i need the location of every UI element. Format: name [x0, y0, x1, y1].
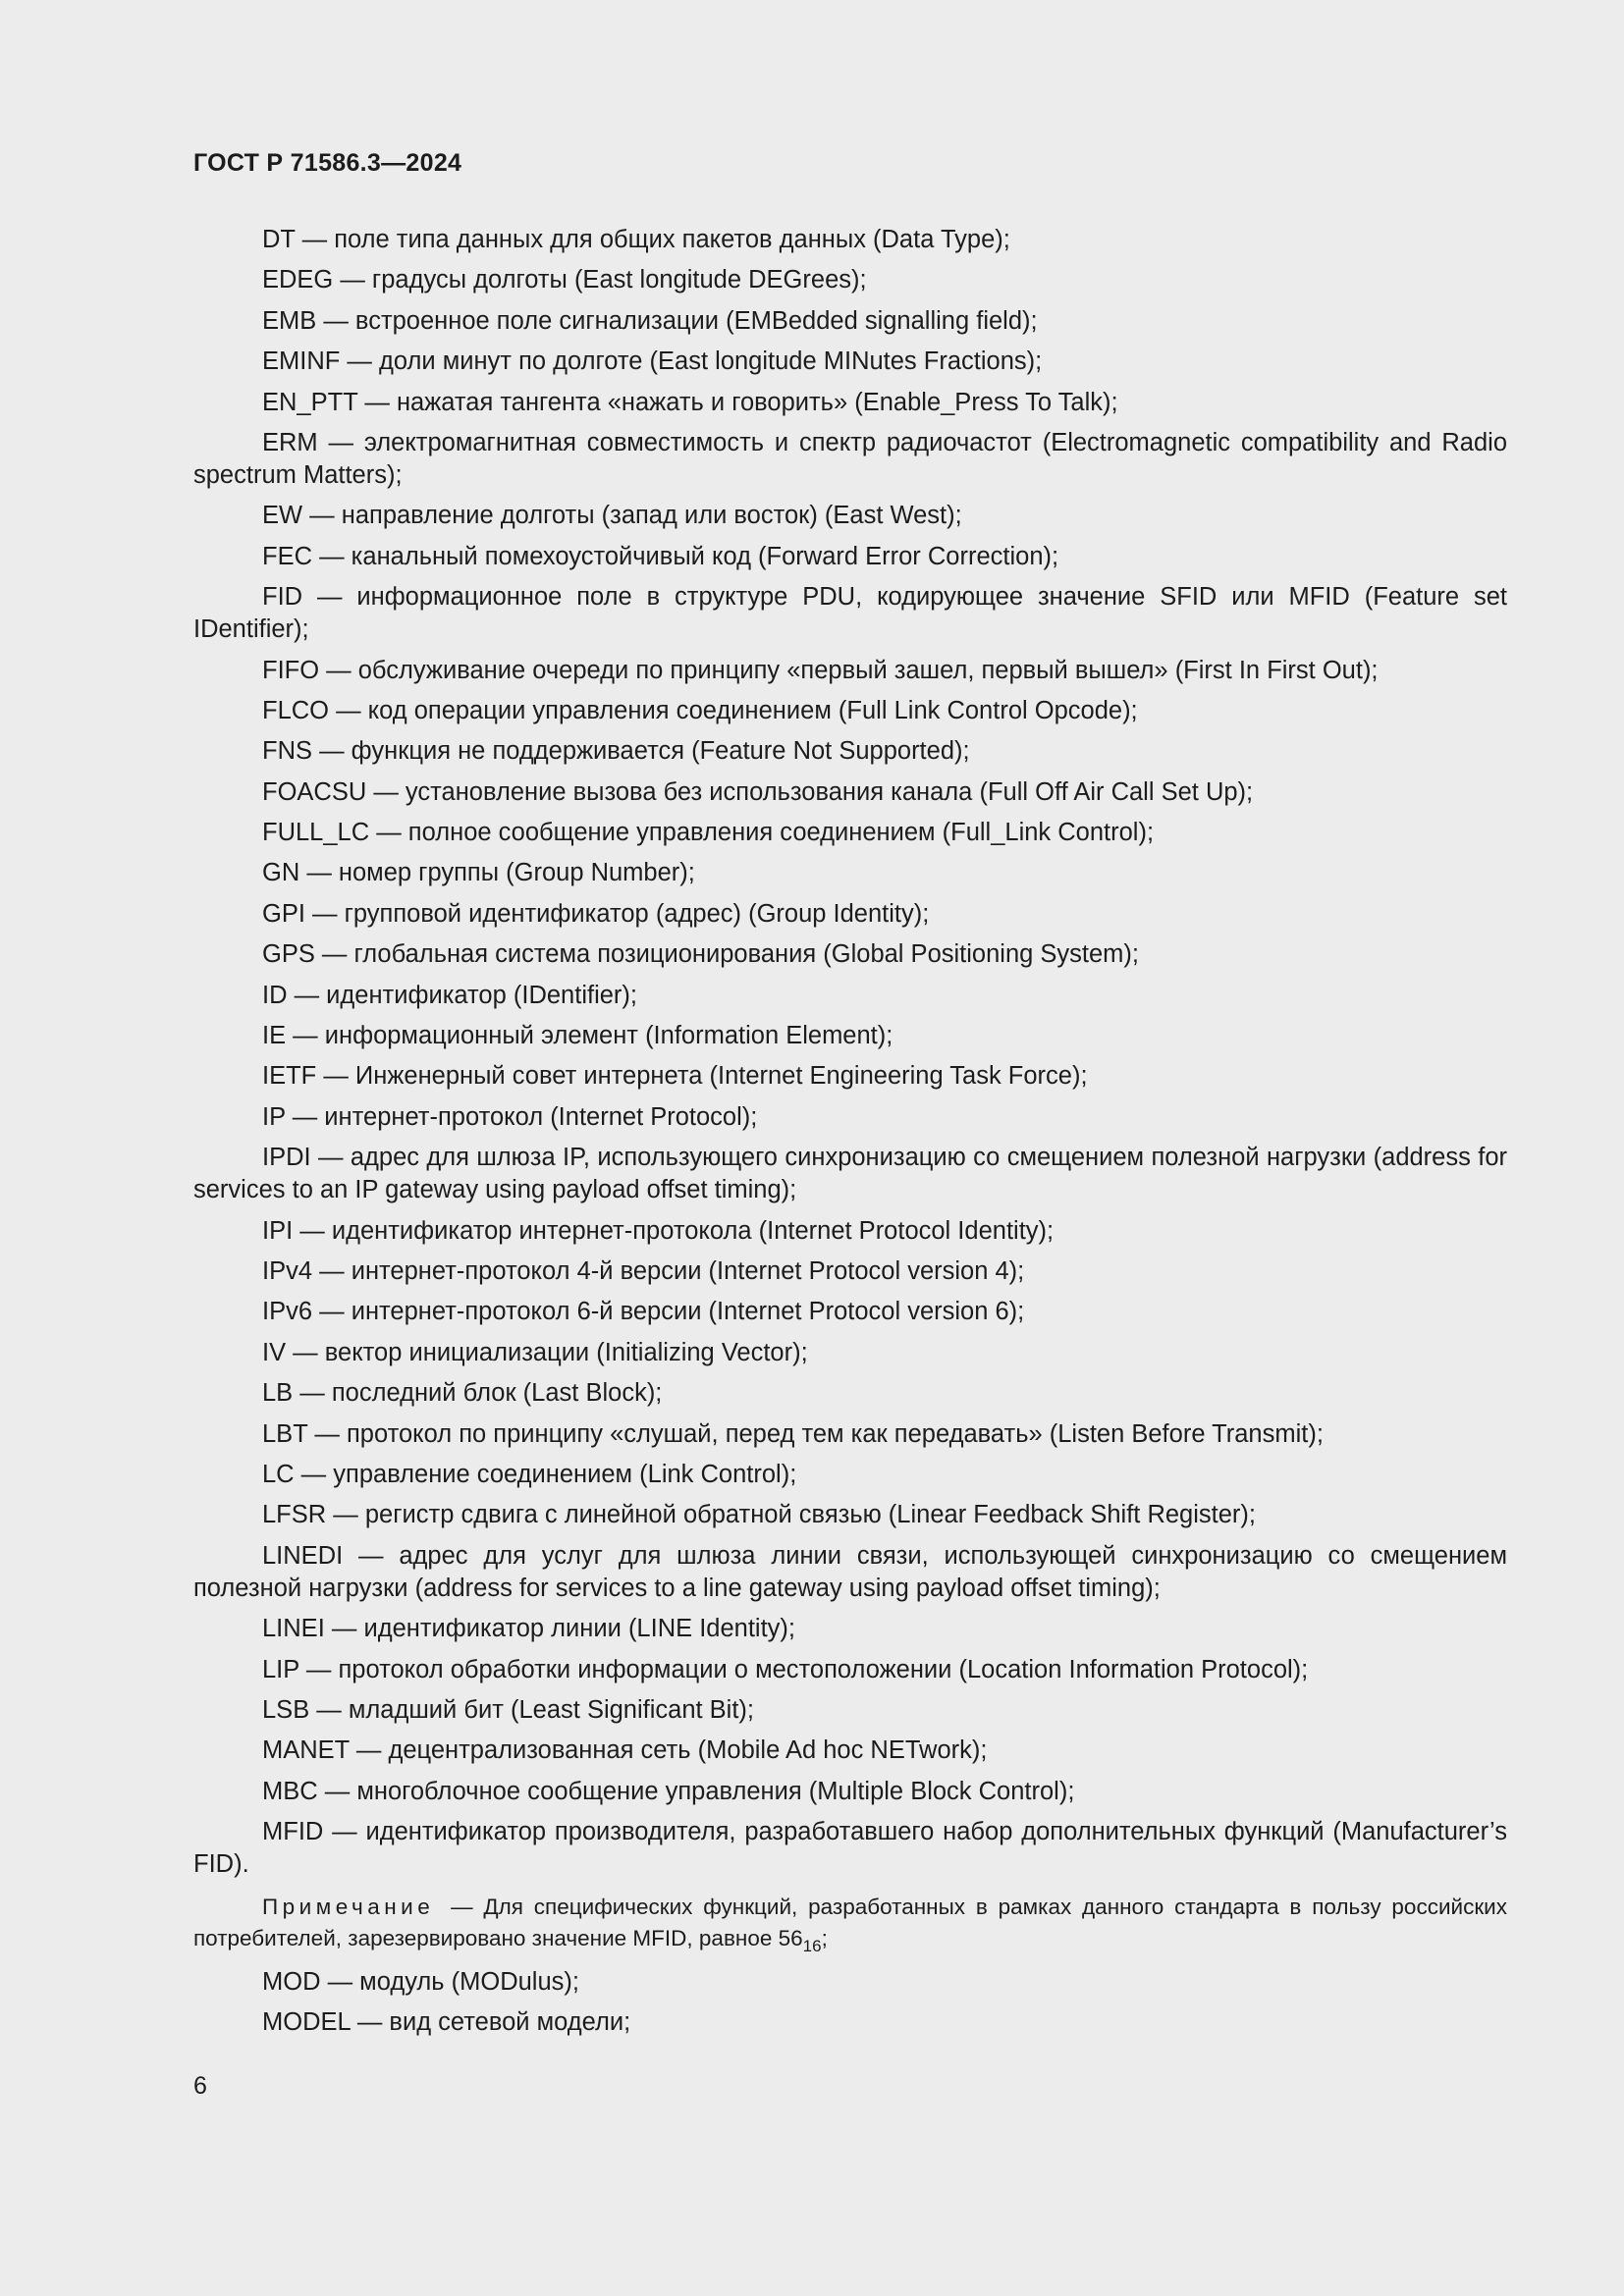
- page-number: 6: [193, 2072, 207, 2100]
- list-item: IP — интернет-протокол (Internet Protocol);: [262, 1102, 758, 1131]
- list-item: FULL_LC — полное сообщение управления соединением (Full_Link Control);: [262, 819, 1155, 847]
- list-item: EMB — встроенное поле сигнализации (EMBedded signalling field);: [262, 306, 1038, 335]
- list-item: IPI — идентификатор интернет-протокола (Internet Protocol Identity);: [262, 1216, 1055, 1245]
- list-item: IETF — Инженерный совет интернета (Internet Engineering Task Force);: [262, 1062, 1088, 1091]
- list-item: GPS — глобальная система позиционирования (Global Positioning System);: [262, 940, 1139, 969]
- list-item: EN_PTT — нажатая тангента «нажать и говорить» (Enable_Press To Talk);: [262, 388, 1118, 416]
- mfid-number: 56: [778, 1926, 803, 1951]
- list-item: EW — направление долготы (запад или восток) (East West);: [262, 502, 962, 530]
- list-item: IPv6 — интернет-протокол 6-й версии (Internet Protocol version 6);: [262, 1298, 1025, 1326]
- list-item: IE — информационный элемент (Information Element);: [262, 1022, 893, 1050]
- list-item: LBT — протокол по принципу «слушай, перед тем как передавать» (Listen Before Transmit);: [262, 1419, 1324, 1448]
- list-item: LSB — младший бит (Least Significant Bit);: [262, 1695, 755, 1724]
- list-item: FOACSU — установление вызова без использования канала (Full Off Air Call Set Up);: [262, 777, 1254, 806]
- document-header: ГОСТ Р 71586.3—2024: [193, 149, 462, 177]
- list-item: FID — информационное поле в структуре PDU, кодирующее значение SFID или MFID (Feature set IDentifier);: [193, 583, 1507, 644]
- list-item: ERM — электромагнитная совместимость и спектр радиочастот (Electromagnetic compatibility and Radio spectrum Matters);: [193, 428, 1507, 489]
- list-item: MOD — модуль (MODulus);: [262, 1968, 579, 1997]
- list-item: LC — управление соединением (Link Control);: [262, 1460, 797, 1488]
- note-label: Примечание: [262, 1895, 435, 1920]
- list-item: LINEI — идентификатор линии (LINE Identity);: [262, 1615, 795, 1643]
- list-item: LINEDI — адрес для услуг для шлюза линии связи, использующей синхронизацию со смещением полезной нагрузки (address for services to a line gateway using payload offset timing);: [193, 1541, 1507, 1602]
- mfid-radix-subscript: 16: [802, 1937, 822, 1956]
- list-item: MFID — идентификатор производителя, разработавшего набор дополнительных функций (Manufacturer’s FID).: [193, 1818, 1507, 1879]
- list-item: IPv4 — интернет-протокол 4-й версии (Internet Protocol version 4);: [262, 1256, 1025, 1285]
- list-item: ID — идентификатор (IDentifier);: [262, 981, 637, 1009]
- list-item: GPI — групповой идентификатор (адрес) (Group Identity);: [262, 899, 930, 928]
- list-item: LB — последний блок (Last Block);: [262, 1379, 663, 1408]
- list-item: LIP — протокол обработки информации о местоположении (Location Information Protocol);: [262, 1655, 1309, 1683]
- note-text: — Для специфических функций, разработанных в рамках данного стандарта в пользу российских потребителей, зарезервировано значение MFID, равное: [193, 1895, 1507, 1951]
- list-item: LFSR — регистр сдвига с линейной обратной связью (Linear Feedback Shift Register);: [262, 1501, 1256, 1529]
- list-item: FNS — функция не поддерживается (Feature Not Supported);: [262, 737, 970, 766]
- list-item: DT — поле типа данных для общих пакетов данных (Data Type);: [262, 226, 1010, 253]
- list-item: FLCO — код операции управления соединением (Full Link Control Opcode);: [262, 696, 1138, 724]
- list-item: FIFO — обслуживание очереди по принципу «первый зашел, первый вышел» (First In First Out);: [262, 656, 1379, 684]
- list-item: EMINF — доли минут по долготе (East longitude MINutes Fractions);: [262, 347, 1043, 376]
- list-item: EDEG — градусы долготы (East longitude DEGrees);: [262, 266, 867, 294]
- mfid-value: [778, 1926, 822, 1956]
- list-item: FEC — канальный помехоустойчивый код (Forward Error Correction);: [262, 542, 1059, 570]
- list-item: MODEL — вид сетевой модели;: [262, 2008, 631, 2037]
- note-end: ;: [821, 1926, 828, 1951]
- list-item: GN — номер группы (Group Number);: [262, 859, 695, 887]
- note-paragraph: [193, 1892, 1507, 1954]
- list-item: IV — вектор инициализации (Initializing Vector);: [262, 1338, 808, 1366]
- abbreviation-list: [193, 224, 1507, 2048]
- list-item: MBC — многоблочное сообщение управления (Multiple Block Control);: [262, 1777, 1075, 1805]
- list-item: IPDI — адрес для шлюза IP, использующего синхронизацию со смещением полезной нагрузки (address for services to an IP gateway using payload offset timing);: [193, 1144, 1507, 1204]
- list-item: MANET — децентрализованная сеть (Mobile Ad hoc NETwork);: [262, 1736, 988, 1765]
